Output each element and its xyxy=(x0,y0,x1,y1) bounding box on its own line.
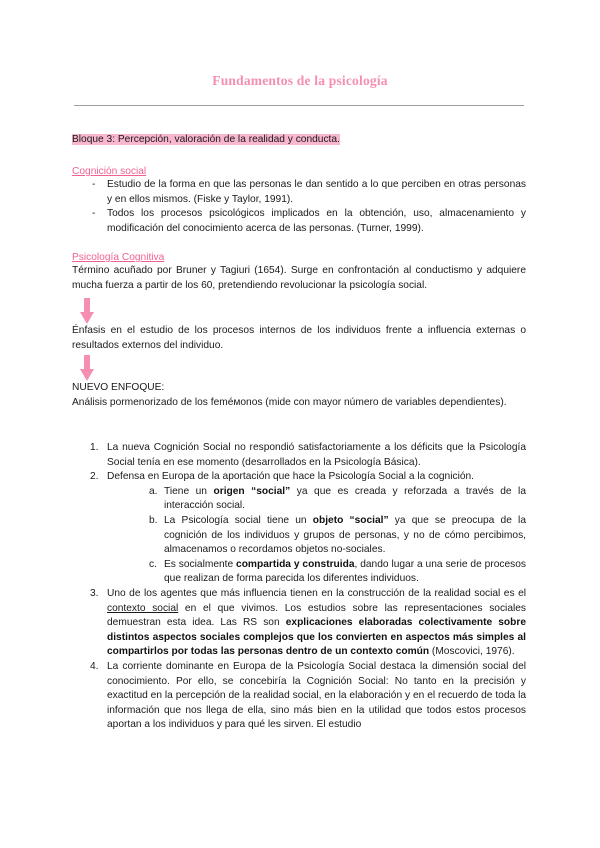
list-item: - Todos los procesos psicológicos implicados en la obtención, uso, almacenamiento y modificación del conocimiento acerca de las personas. (Turner, 1999). xyxy=(92,208,526,234)
numbered-list xyxy=(92,441,526,733)
list-item: b. La Psicología social tiene un objeto “social” ya que se preocupa de la cognición de los individuos y grupos de personas, y no de cómo percibimos, almacenamos o recordamos objetos no-sociales. xyxy=(149,514,526,556)
analisis-paragraph: Análisis pormenorizado de los feméмonos (mide con mayor número de variables dependientes). xyxy=(72,397,507,408)
down-arrow-icon xyxy=(80,298,94,324)
psicologia-cognitiva-paragraph: Término acuñado por Bruner y Tagiuri (1654). Surge en confrontación al conductismo y adquiere mucha fuerza a partir de los 60, pretendiendo revolucionar la psicología social. xyxy=(72,265,526,291)
title-divider xyxy=(74,105,524,106)
enfasis-paragraph: Énfasis en el estudio de los procesos internos de los individuos frente a influencia externas o resultados externos del individuo. xyxy=(72,325,526,351)
list-item: - Estudio de la forma en que las personas le dan sentido a lo que perciben en otras personas y en ellos mismos. (Fiske y Taylor, 1991). xyxy=(92,179,526,205)
list-item: 2. Defensa en Europa de la aportación que hace la Psicología Social a la cognición. a. Tiene un origen “social” ya que es creada y reforzada a través de la interacción social. b. La Psicología social tiene un objeto “social” ya que se preocupa de la cognición de los individuos y grupos de personas, y no de cómo percibimos, almacenamos o recordamos objetos no-sociales. c. Es socialmente compartida y construida, dando lugar a una serie de procesos que realizan de forma parecida los diferentes individuos. xyxy=(92,470,526,587)
section-heading-psicologia-cognitiva: Psicología Cognitiva xyxy=(72,252,165,263)
section-heading-cognicion-social: Cognición social xyxy=(72,166,147,177)
list-item: 4. La corriente dominante en Europa de la Psicología Social destaca la dimensión social del conocimiento. Por ello, se concebiría la Cognición Social: No tanto en la precisión y exactitud en la percepción de la realidad social, en la elaboración y en el recuerdo de toda la información que nos llega de ella, sino más bien en la utilidad que todos estos procesos aportan a los individuos y para qué les sirven. El estudio xyxy=(90,660,526,731)
sub-list xyxy=(107,485,526,587)
list-item: 3. Uno de los agentes que más influencia tienen en la construcción de la realidad social es el contexto social en el que vivimos. Los estudios sobre las representaciones sociales demuestran esta idea. Las RS son explicaciones elaboradas colectivamente sobre distintos aspectos sociales complejos que los convierten en aspectos más simples al compartirlos por todas las personas dentro de un contexto común (Moscovici, 1976). xyxy=(90,587,527,658)
down-arrow-icon xyxy=(80,355,94,381)
nuevo-enfoque-label: NUEVO ENFOQUE: xyxy=(72,382,165,393)
cognicion-bullet-list xyxy=(92,178,526,236)
list-item: a. Tiene un origen “social” ya que es creada y reforzada a través de la interacción social. xyxy=(149,485,526,512)
bloque-heading xyxy=(72,133,526,148)
list-item: c. Es socialmente compartida y construida, dando lugar a una serie de procesos que realizan de forma parecida los diferentes individuos. xyxy=(149,558,526,585)
page-title: Fundamentos de la psicología xyxy=(212,73,388,88)
list-item: 1. La nueva Cognición Social no respondió satisfactoriamente a los déficits que la Psicología Social tenía en ese momento (desarrollados en la Psicología Básica). xyxy=(90,442,526,468)
bloque-highlight: Bloque 3: Percepción, valoración de la realidad y conducta. xyxy=(72,134,340,145)
